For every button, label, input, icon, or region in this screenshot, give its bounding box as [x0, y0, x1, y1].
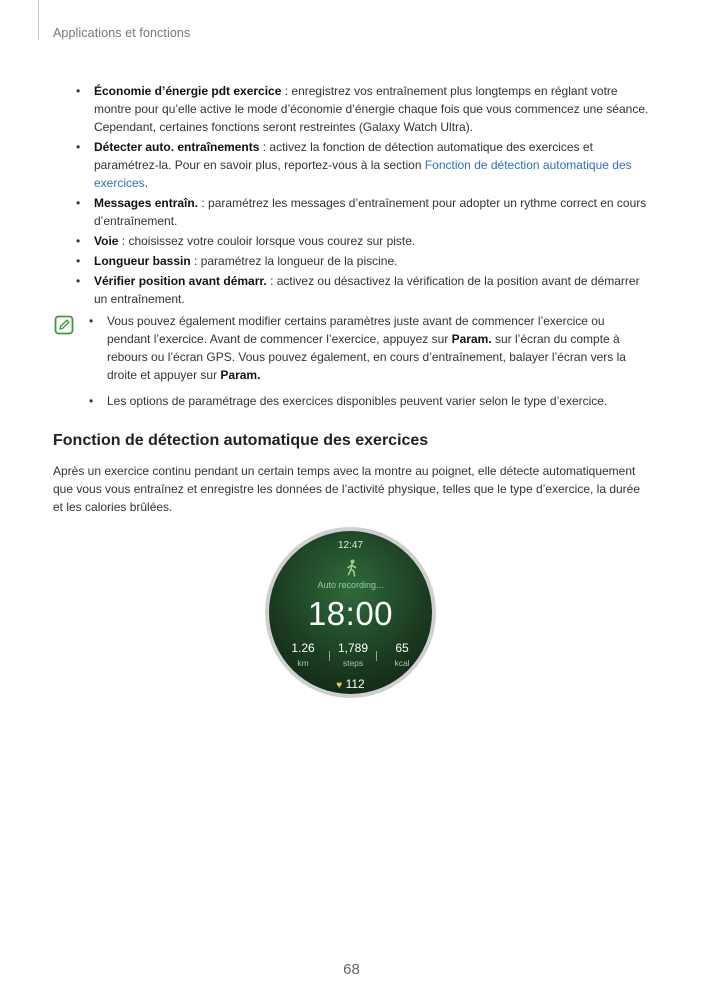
- setting-desc: : paramétrez la longueur de la piscine.: [190, 254, 398, 268]
- header-rule: [38, 0, 39, 40]
- setting-desc: : choisissez votre couloir lorsque vous courez sur piste.: [118, 234, 416, 248]
- setting-desc-end: .: [144, 176, 149, 190]
- walking-person-icon: [345, 559, 359, 577]
- list-item: • Longueur bassin : paramétrez la longueur de la piscine.: [76, 254, 398, 268]
- note-pencil-icon: [54, 315, 74, 335]
- running-header: Applications et fonctions: [53, 26, 191, 40]
- setting-desc: : enregistrez vos entraînement plus longtemps en réglant votre montre pour qu’elle active le mode d’économie d’énergie chaque fois que vous commencez une séance. Cependant, certaines fonctions seront restreintes (Galaxy Watch Ultra).: [94, 84, 649, 134]
- stat-distance: 1.26 km: [291, 641, 315, 668]
- section-paragraph: Après un exercice continu pendant un certain temps avec la montre au poignet, elle détecte automatiquement que vous vous entraînez et enregistre les données de l’activité physique, telles que le type d’exercice, la durée et les calories brûlées.: [53, 464, 641, 514]
- list-item: • Économie d’énergie pdt exercice : enregistrez vos entraînement plus longtemps en réglant votre montre pour qu’elle active le mode d’économie d’énergie chaque fois que vous commencez une séance. Cependant, certaines fonctions seront restreintes (Galaxy Watch Ultra).: [76, 84, 649, 134]
- setting-term: Messages entraîn.: [94, 196, 199, 210]
- setting-desc: : paramétrez les messages d’entraînement pour adopter un rythme correct en cours d’entraînement.: [94, 196, 647, 228]
- page-number: 68: [343, 961, 360, 978]
- list-item: • Détecter auto. entraînements : activez la fonction de détection automatique des exercices et paramétrez-la. Pour en savoir plus, reportez-vous à la section Fonction de détection automatique des exercices.: [76, 140, 632, 190]
- heart-icon: ♥: [336, 680, 343, 691]
- heart-rate: ♥ 112: [336, 677, 365, 691]
- stat-calories: 65 kcal: [394, 641, 410, 668]
- watch-face: [269, 531, 432, 694]
- setting-term: Vérifier position avant démarr.: [94, 274, 267, 288]
- list-item: • Voie : choisissez votre couloir lorsque vous courez sur piste.: [76, 234, 416, 248]
- list-item: • Vérifier position avant démarr. : activez ou désactivez la vérification de la position avant de démarrer un entraînement.: [76, 274, 640, 306]
- stat-divider: [329, 651, 330, 661]
- section-heading: Fonction de détection automatique des exercices: [53, 432, 429, 449]
- note-item: • Vous pouvez également modifier certains paramètres juste avant de commencer l’exercice ou pendant l’exercice. Avant de commencer l’exercice, appuyez sur Param. sur l’écran du compte à rebours ou l’écran GPS. Vous pouvez également, en cours d’entraînement, balayer l’écran vers la droite et appuyer sur Param.: [89, 314, 626, 382]
- settings-list: [76, 82, 656, 310]
- recording-status: Auto recording...: [317, 580, 384, 590]
- setting-desc: : activez la fonction de détection automatique des exercices et paramétrez-la. Pour en savoir plus, reportez-vous à la section: [94, 140, 593, 172]
- watch-clock: 12:47: [337, 540, 364, 551]
- note-item: • Les options de paramétrage des exercices disponibles peuvent varier selon le type d’exercice.: [89, 394, 608, 408]
- stat-divider: [376, 651, 377, 661]
- watch-illustration: [265, 527, 436, 698]
- list-item: • Messages entraîn. : paramétrez les messages d’entraînement pour adopter un rythme correct en cours d’entraînement.: [76, 196, 647, 228]
- setting-term: Détecter auto. entraînements: [94, 140, 260, 154]
- section-link[interactable]: Fonction de détection automatique des exercices: [94, 158, 632, 190]
- workout-timer: 18:00: [307, 595, 394, 632]
- setting-desc: : activez ou désactivez la vérification de la position avant de démarrer un entraînement.: [94, 274, 640, 306]
- note-list: [89, 312, 649, 418]
- setting-term: Voie: [94, 234, 119, 248]
- setting-term: Économie d’énergie pdt exercice: [94, 84, 282, 98]
- stat-steps: 1,789 steps: [337, 641, 369, 668]
- setting-term: Longueur bassin: [94, 254, 191, 268]
